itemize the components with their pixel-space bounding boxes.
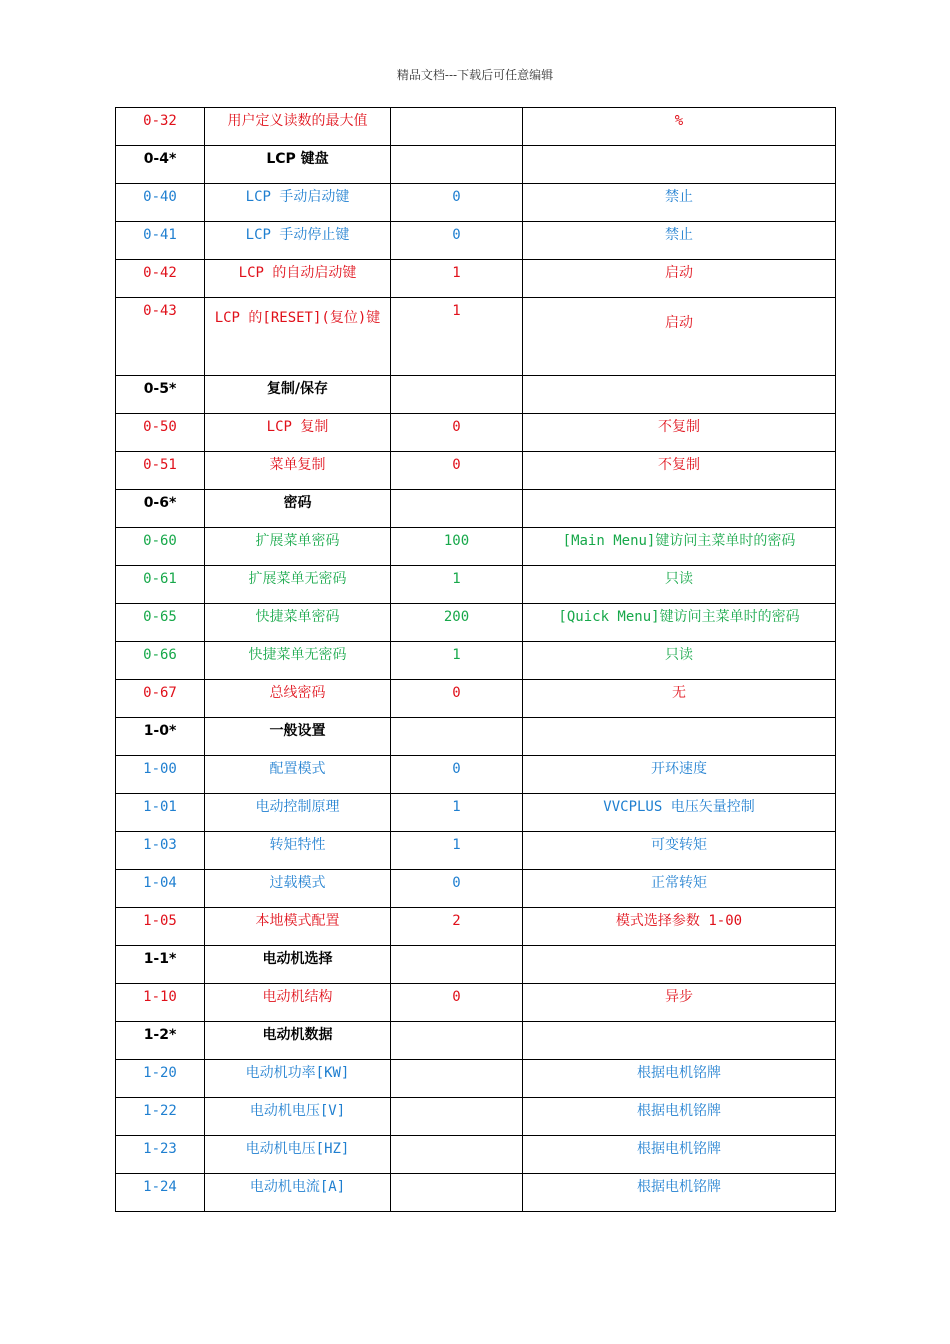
parameter-name-text: 电动控制原理 — [255, 799, 340, 815]
parameter-setting-text: % — [674, 113, 684, 129]
parameter-name-text: LCP 手动启动键 — [245, 189, 350, 205]
parameter-code-cell — [116, 108, 205, 146]
parameter-value-cell — [391, 718, 523, 756]
parameter-name-cell — [205, 376, 391, 414]
parameter-name-text: 密码 — [283, 495, 312, 511]
parameter-code-text: 0-67 — [143, 685, 177, 701]
parameter-name-cell — [205, 604, 391, 642]
parameter-setting-cell — [523, 794, 836, 832]
parameter-setting-cell — [523, 1098, 836, 1136]
parameter-setting-text: 根据电机铭牌 — [637, 1103, 721, 1119]
parameter-value-text: 1 — [452, 571, 461, 587]
parameter-name-text: 扩展菜单无密码 — [248, 571, 347, 587]
parameter-name-text: 电动机电流[A] — [249, 1179, 346, 1195]
parameter-code-cell — [116, 984, 205, 1022]
parameter-value-cell — [391, 642, 523, 680]
parameter-setting-text: 禁止 — [665, 227, 693, 243]
parameter-name-text: LCP 的自动启动键 — [238, 265, 357, 281]
parameter-name-text: 本地模式配置 — [255, 913, 340, 929]
parameter-value-text: 0 — [452, 875, 461, 891]
parameter-code-text: 0-41 — [143, 227, 177, 243]
parameter-value-text: 0 — [452, 227, 461, 243]
parameter-setting-cell — [523, 1136, 836, 1174]
parameter-name-text: 电动机电压[HZ] — [245, 1141, 350, 1157]
parameter-code-text: 1-05 — [143, 913, 177, 929]
parameter-code-text: 0-40 — [143, 189, 177, 205]
parameter-name-text: 配置模式 — [269, 761, 326, 777]
parameter-value-cell — [391, 1060, 523, 1098]
parameter-name-text: 转矩特性 — [269, 837, 326, 853]
group-header-row — [116, 490, 836, 528]
parameter-setting-cell — [523, 832, 836, 870]
parameter-value-text: 0 — [452, 189, 461, 205]
parameter-value-cell — [391, 298, 523, 376]
parameter-value-text: 0 — [452, 457, 461, 473]
parameter-setting-text: 禁止 — [665, 189, 693, 205]
table-row — [116, 298, 836, 376]
parameter-value-cell — [391, 1136, 523, 1174]
parameter-setting-cell — [523, 908, 836, 946]
parameter-code-cell — [116, 870, 205, 908]
parameter-code-text: 1-00 — [143, 761, 177, 777]
parameter-name-cell — [205, 832, 391, 870]
page-header: 精品文档---下载后可任意编辑 — [396, 68, 554, 82]
parameter-value-cell — [391, 832, 523, 870]
table-row — [116, 452, 836, 490]
parameter-name-cell — [205, 108, 391, 146]
table-row — [116, 1174, 836, 1212]
parameter-code-text: 1-23 — [143, 1141, 177, 1157]
parameter-name-text: 电动机选择 — [262, 951, 333, 967]
parameter-value-cell — [391, 528, 523, 566]
parameter-setting-text: 可变转矩 — [651, 837, 707, 853]
parameter-setting-text: [Quick Menu]键访问主菜单时的密码 — [558, 609, 800, 625]
parameter-name-cell — [205, 1098, 391, 1136]
table-row — [116, 1060, 836, 1098]
parameter-name-cell — [205, 946, 391, 984]
parameter-setting-cell — [523, 298, 836, 376]
parameter-name-text: 一般设置 — [269, 723, 326, 739]
parameter-value-cell — [391, 680, 523, 718]
parameter-setting-cell — [523, 870, 836, 908]
parameter-setting-text: VVCPLUS 电压矢量控制 — [603, 799, 755, 815]
parameter-value-cell — [391, 604, 523, 642]
parameter-code-text: 0-60 — [143, 533, 177, 549]
parameter-code-cell — [116, 1022, 205, 1060]
parameter-code-text: 1-2* — [143, 1027, 177, 1043]
parameter-name-cell — [205, 414, 391, 452]
parameter-setting-cell — [523, 490, 836, 528]
parameter-code-cell — [116, 604, 205, 642]
parameter-name-text: 总线密码 — [269, 685, 326, 701]
parameter-setting-cell — [523, 604, 836, 642]
parameter-table-body — [116, 108, 836, 1212]
parameter-code-text: 1-24 — [143, 1179, 177, 1195]
table-row — [116, 642, 836, 680]
parameter-name-cell — [205, 490, 391, 528]
parameter-name-cell — [205, 298, 391, 376]
parameter-setting-cell — [523, 184, 836, 222]
table-row — [116, 222, 836, 260]
group-header-row — [116, 946, 836, 984]
table-row — [116, 260, 836, 298]
parameter-setting-cell — [523, 376, 836, 414]
parameter-code-cell — [116, 756, 205, 794]
group-header-row — [116, 146, 836, 184]
table-row — [116, 108, 836, 146]
parameter-value-text: 200 — [443, 609, 470, 625]
parameter-code-text: 0-51 — [143, 457, 177, 473]
parameter-setting-cell — [523, 1174, 836, 1212]
parameter-code-text: 1-0* — [143, 723, 177, 739]
parameter-code-cell — [116, 1136, 205, 1174]
table-row — [116, 184, 836, 222]
parameter-name-cell — [205, 452, 391, 490]
parameter-code-cell — [116, 184, 205, 222]
parameter-name-cell — [205, 222, 391, 260]
parameter-setting-text: 只读 — [665, 647, 693, 663]
parameter-setting-cell — [523, 1022, 836, 1060]
parameter-name-cell — [205, 1174, 391, 1212]
parameter-value-text: 1 — [452, 265, 461, 281]
parameter-setting-cell — [523, 1060, 836, 1098]
parameter-name-text: 电动机数据 — [262, 1027, 333, 1043]
parameter-name-cell — [205, 1136, 391, 1174]
parameter-code-text: 1-01 — [143, 799, 177, 815]
parameter-value-cell — [391, 490, 523, 528]
table-row — [116, 794, 836, 832]
parameter-name-cell — [205, 184, 391, 222]
parameter-setting-cell — [523, 414, 836, 452]
parameter-code-text: 0-5* — [143, 381, 177, 397]
parameter-code-cell — [116, 832, 205, 870]
parameter-code-cell — [116, 946, 205, 984]
table-row — [116, 908, 836, 946]
parameter-code-text: 1-03 — [143, 837, 177, 853]
parameter-code-cell — [116, 222, 205, 260]
parameter-name-cell — [205, 260, 391, 298]
parameter-name-text: 快捷菜单无密码 — [248, 647, 347, 663]
parameter-name-text: 复制/保存 — [266, 381, 329, 397]
parameter-name-cell — [205, 870, 391, 908]
parameter-name-text: 电动机电压[V] — [249, 1103, 346, 1119]
parameter-value-cell — [391, 414, 523, 452]
parameter-setting-cell — [523, 680, 836, 718]
parameter-code-cell — [116, 260, 205, 298]
parameter-name-cell — [205, 680, 391, 718]
table-row — [116, 566, 836, 604]
parameter-name-cell — [205, 984, 391, 1022]
parameter-setting-text: 正常转矩 — [651, 875, 707, 891]
parameter-code-cell — [116, 146, 205, 184]
parameter-name-cell — [205, 1060, 391, 1098]
parameter-value-text: 0 — [452, 761, 461, 777]
table-row — [116, 528, 836, 566]
parameter-name-text: LCP 手动停止键 — [245, 227, 350, 243]
parameter-value-text: 1 — [452, 647, 461, 663]
parameter-setting-text: 无 — [672, 685, 686, 701]
parameter-code-text: 0-50 — [143, 419, 177, 435]
parameter-value-cell — [391, 566, 523, 604]
parameter-code-text: 0-32 — [143, 113, 177, 129]
parameter-value-cell — [391, 222, 523, 260]
parameter-setting-cell — [523, 718, 836, 756]
parameter-value-cell — [391, 1022, 523, 1060]
parameter-name-cell — [205, 1022, 391, 1060]
table-row — [116, 604, 836, 642]
parameter-setting-cell — [523, 260, 836, 298]
parameter-setting-cell — [523, 566, 836, 604]
parameter-code-cell — [116, 794, 205, 832]
parameter-setting-text: 根据电机铭牌 — [637, 1065, 721, 1081]
parameter-setting-cell — [523, 946, 836, 984]
parameter-name-cell — [205, 642, 391, 680]
parameter-code-cell — [116, 490, 205, 528]
parameter-setting-cell — [523, 756, 836, 794]
parameter-name-text: 扩展菜单密码 — [255, 533, 340, 549]
parameter-value-text: 0 — [452, 419, 461, 435]
parameter-setting-cell — [523, 984, 836, 1022]
parameter-setting-text: 不复制 — [658, 419, 700, 435]
parameter-value-cell — [391, 1174, 523, 1212]
parameter-setting-text: 只读 — [665, 571, 693, 587]
parameter-setting-cell — [523, 528, 836, 566]
parameter-name-cell — [205, 718, 391, 756]
table-row — [116, 984, 836, 1022]
parameter-value-text: 1 — [452, 837, 461, 853]
parameter-name-cell — [205, 146, 391, 184]
parameter-name-text: 快捷菜单密码 — [255, 609, 340, 625]
parameter-code-text: 0-65 — [143, 609, 177, 625]
parameter-name-text: LCP 复制 — [266, 419, 329, 435]
parameter-name-text: LCP 的[RESET](复位)键 — [214, 310, 381, 326]
parameter-value-cell — [391, 756, 523, 794]
parameter-setting-text: 启动 — [665, 265, 693, 281]
parameter-name-text: 电动机结构 — [262, 989, 333, 1005]
table-row — [116, 870, 836, 908]
parameter-code-cell — [116, 680, 205, 718]
parameter-setting-text: 根据电机铭牌 — [637, 1141, 721, 1157]
parameter-code-cell — [116, 718, 205, 756]
parameter-code-cell — [116, 298, 205, 376]
parameter-setting-text: 开环速度 — [651, 761, 707, 777]
group-header-row — [116, 1022, 836, 1060]
parameter-name-cell — [205, 528, 391, 566]
table-row — [116, 1136, 836, 1174]
parameter-code-text: 1-10 — [143, 989, 177, 1005]
parameter-value-text: 0 — [452, 989, 461, 1005]
parameter-value-cell — [391, 946, 523, 984]
parameter-code-cell — [116, 528, 205, 566]
group-header-row — [116, 376, 836, 414]
parameter-value-text: 1 — [452, 799, 461, 815]
parameter-setting-text: 不复制 — [658, 457, 700, 473]
parameter-code-cell — [116, 1060, 205, 1098]
parameter-name-text: 用户定义读数的最大值 — [227, 113, 368, 129]
parameter-value-text: 0 — [452, 685, 461, 701]
parameter-code-text: 1-22 — [143, 1103, 177, 1119]
parameter-setting-cell — [523, 222, 836, 260]
parameter-name-text: 菜单复制 — [269, 457, 326, 473]
parameter-code-cell — [116, 452, 205, 490]
parameter-value-cell — [391, 452, 523, 490]
parameter-code-cell — [116, 566, 205, 604]
parameter-setting-text: 模式选择参数 1-00 — [615, 913, 743, 929]
parameter-code-text: 0-42 — [143, 265, 177, 281]
parameter-value-text: 1 — [452, 303, 461, 319]
table-row — [116, 680, 836, 718]
parameter-setting-cell — [523, 146, 836, 184]
parameter-value-cell — [391, 146, 523, 184]
parameter-setting-text: [Main Menu]键访问主菜单时的密码 — [562, 533, 796, 549]
parameter-code-text: 0-61 — [143, 571, 177, 587]
parameter-code-text: 0-4* — [143, 151, 177, 167]
parameter-name-text: 电动机功率[KW] — [245, 1065, 350, 1081]
parameter-setting-cell — [523, 452, 836, 490]
parameter-value-cell — [391, 184, 523, 222]
parameter-code-cell — [116, 908, 205, 946]
parameter-code-cell — [116, 1098, 205, 1136]
parameter-setting-cell — [523, 642, 836, 680]
group-header-row — [116, 718, 836, 756]
parameter-code-text: 1-04 — [143, 875, 177, 891]
parameter-value-cell — [391, 794, 523, 832]
parameter-name-cell — [205, 794, 391, 832]
parameter-code-cell — [116, 642, 205, 680]
parameter-code-text: 0-66 — [143, 647, 177, 663]
parameter-value-cell — [391, 870, 523, 908]
table-row — [116, 756, 836, 794]
parameter-setting-text: 启动 — [665, 315, 693, 331]
parameter-value-cell — [391, 376, 523, 414]
table-row — [116, 414, 836, 452]
parameter-name-text: 过载模式 — [269, 875, 326, 891]
parameter-code-text: 0-6* — [143, 495, 177, 511]
parameter-code-text: 1-1* — [143, 951, 177, 967]
parameter-value-text: 2 — [452, 913, 461, 929]
parameter-code-text: 0-43 — [143, 303, 177, 319]
parameter-name-cell — [205, 908, 391, 946]
parameter-code-cell — [116, 1174, 205, 1212]
parameter-table — [115, 107, 836, 1212]
parameter-value-cell — [391, 1098, 523, 1136]
parameter-setting-text: 根据电机铭牌 — [637, 1179, 721, 1195]
parameter-name-text: LCP 键盘 — [266, 151, 329, 167]
parameter-name-cell — [205, 756, 391, 794]
parameter-setting-cell — [523, 108, 836, 146]
parameter-name-cell — [205, 566, 391, 604]
parameter-code-text: 1-20 — [143, 1065, 177, 1081]
table-row — [116, 1098, 836, 1136]
parameter-code-cell — [116, 414, 205, 452]
table-row — [116, 832, 836, 870]
parameter-value-cell — [391, 260, 523, 298]
parameter-code-cell — [116, 376, 205, 414]
parameter-value-cell — [391, 908, 523, 946]
parameter-value-cell — [391, 984, 523, 1022]
parameter-setting-text: 异步 — [665, 989, 693, 1005]
parameter-value-cell — [391, 108, 523, 146]
parameter-value-text: 100 — [443, 533, 470, 549]
